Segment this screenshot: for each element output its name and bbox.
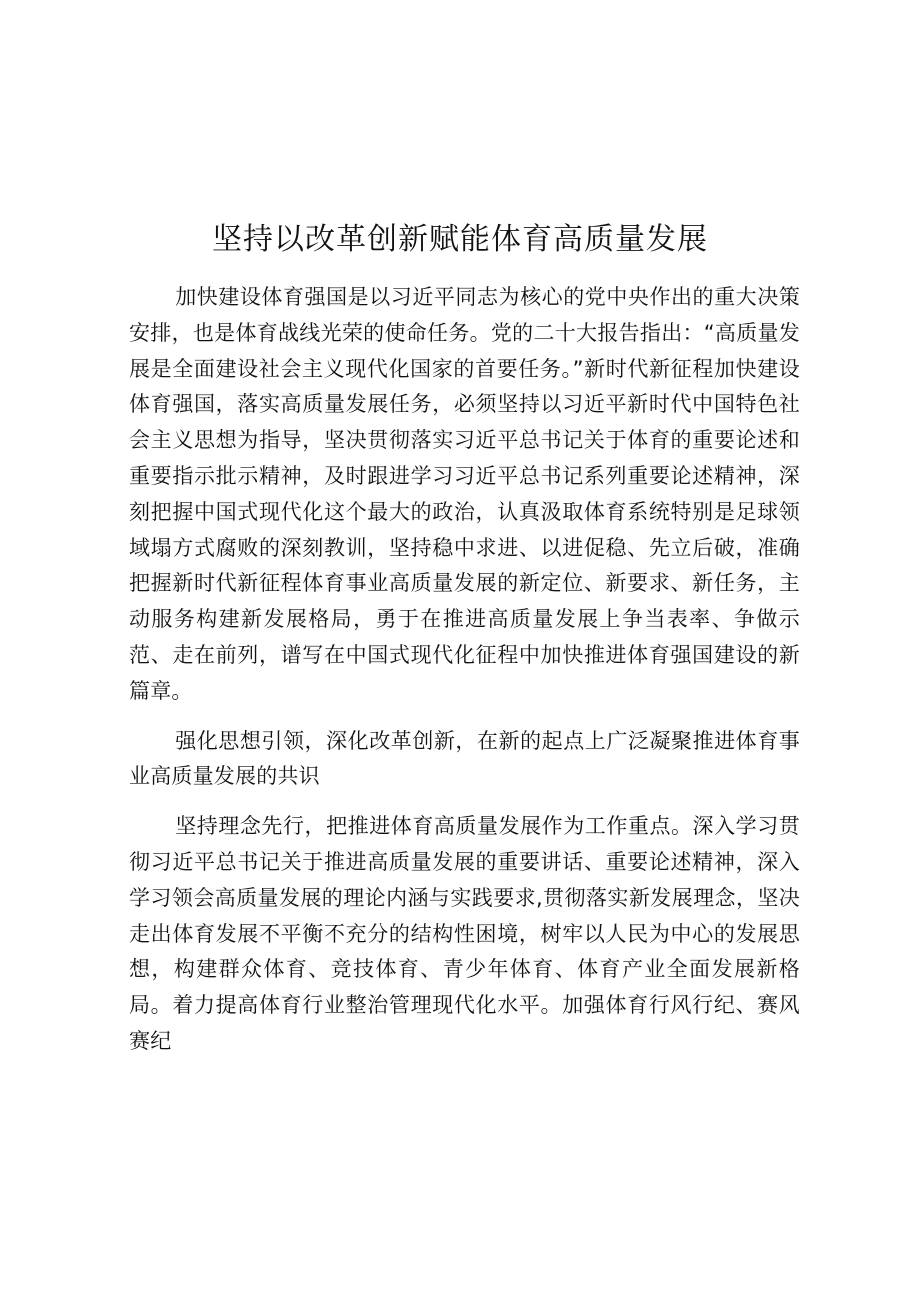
paragraph-section-heading: 强化思想引领，深化改革创新，在新的起点上广泛凝聚推进体育事业高质量发展的共识 bbox=[129, 728, 800, 789]
paragraph-intro: 加快建设体育强国是以习近平同志为核心的党中央作出的重大决策安排，也是体育战线光荣的使命任务。党的二十大报告指出：“高质量发展是全面建设社会主义现代化国家的首要任务。”新时代新征程加快建设体育强国，落实高质量发展任务，必须坚持以习近平新时代中国特色社会主义思想为指导，坚决贯彻落实习近平总书记关于体育的重要论述和重要指示批示精神，及时跟进学习习近平总书记系列重要论述精神，深刻把握中国式现代化这个最大的政治，认真汲取体育系统特别是足球领域塌方式腐败的深刻教训，坚持稳中求进、以进促稳、先立后破，准确把握新时代新征程体育事业高质量发展的新定位、新要求、新任务，主动服务构建新发展格局，勇于在推进高质量发展上争当表率、争做示范、走在前列，谱写在中国式现代化征程中加快推进体育强国建设的新篇章。 bbox=[129, 285, 800, 703]
paragraph-concept-first: 坚持理念先行，把推进体育高质量发展作为工作重点。深入学习贯彻习近平总书记关于推进高质量发展的重要讲话、重要论述精神，深入学习领会高质量发展的理论内涵与实践要求,贯彻落实新发展理念，坚决走出体育发展不平衡不充分的结构性困境，树牢以人民为中心的发展思想，构建群众体育、竞技体育、青少年体育、体育产业全面发展新格局。着力提高体育行业整治管理现代化水平。加强体育行风行纪、赛风赛纪 bbox=[129, 814, 800, 1053]
document-body bbox=[129, 280, 800, 1060]
document-title: 坚持以改革创新赋能体育高质量发展 bbox=[212, 222, 708, 257]
